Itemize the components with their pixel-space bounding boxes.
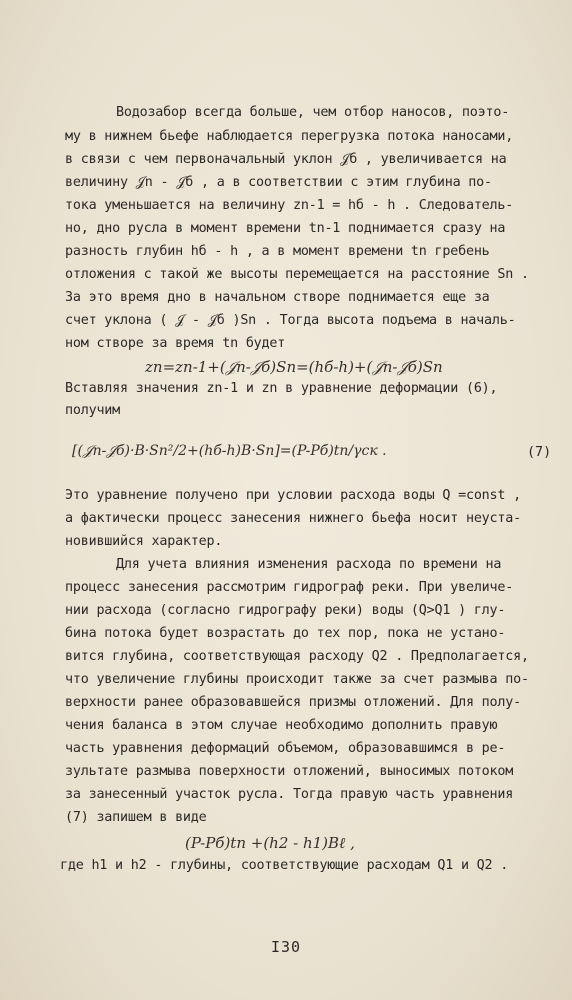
formula-deformation: [(𝒥n-𝒥б)·B·Sn²/2+(hб-h)B·Sn]=(P-Pб)tn/γск . (72, 443, 387, 459)
text-line: зультате размыва поверхности отложений, выносимых потоком (65, 764, 514, 779)
text-line: Вставляя значения zn-1 и zn в уравнение деформации (6), (65, 381, 498, 396)
text-line: величину 𝒥n - 𝒥б , а в соответствии с этим глубина по- (65, 175, 492, 190)
text-line: тока уменьшается на величину zn-1 = hб - h . Следователь- (65, 198, 514, 213)
formula-right-part: (P-Pб)tn +(h2 - h1)Bℓ , (185, 834, 355, 852)
equation-number: (7) (527, 445, 552, 460)
text-line: бина потока будет возрастать до тех пор, пока не устано- (65, 626, 506, 641)
text-line: (7) запишем в виде (65, 810, 207, 825)
text-line: где h1 и h2 - глубины, соответствующие расходам Q1 и Q2 . (60, 858, 509, 873)
text-line: часть уравнения деформаций объемом, образовавшимся в ре- (65, 741, 506, 756)
text-line: му в нижнем бьефе наблюдается перегрузка потока наносами, (65, 129, 514, 144)
text-line: счет уклона ( 𝒥 - 𝒥б )Sn . Тогда высота подъема в началь- (65, 313, 516, 328)
page-number: I30 (270, 938, 302, 956)
text-line: За это время дно в начальном створе поднимается еще за (65, 290, 490, 305)
text-line: Для учета влияния изменения расхода по времени на (116, 557, 502, 572)
text-line: нии расхода (согласно гидрографу реки) воды (Q>Q1 ) глу- (65, 603, 506, 618)
text-line: ном створе за время tn будет (65, 336, 286, 351)
text-line: отложения с такой же высоты перемещается на расстояние Sn . (65, 267, 529, 282)
text-line: получим (65, 403, 121, 418)
text-line: Это уравнение получено при условии расхода воды Q =const , (65, 488, 521, 503)
text-line: разность глубин hб - h , а в момент времени tn гребень (65, 244, 490, 259)
text-line: вится глубина, соответствующая расходу Q2 . Предполагается, (65, 649, 529, 664)
text-line: что увеличение глубины происходит также за счет размыва по- (65, 672, 529, 687)
text-line: но, дно русла в момент времени tn-1 поднимается сразу на (65, 221, 506, 236)
text-line: в связи с чем первоначальный уклон 𝒥б , увеличивается на (65, 152, 507, 167)
text-line: за занесенный участок русла. Тогда правую часть уравнения (65, 787, 514, 802)
text-line: процесс занесения рассмотрим гидрограф реки. При увеличе- (65, 580, 514, 595)
formula-zn: zn=zn-1+(𝒥n-𝒥б)Sn=(hб-h)+(𝒥n-𝒥б)Sn (145, 358, 443, 376)
text-line: чения баланса в этом случае необходимо дополнить правую (65, 718, 498, 733)
text-line: а фактически процесс занесения нижнего бьефа носит неуста- (65, 511, 521, 526)
text-line: верхности ранее образовавшейся призмы отложений. Для полу- (65, 695, 521, 710)
text-line: Водозабор всегда больше, чем отбор наносов, поэто- (116, 105, 510, 120)
text-line: новившийся характер. (65, 534, 223, 549)
